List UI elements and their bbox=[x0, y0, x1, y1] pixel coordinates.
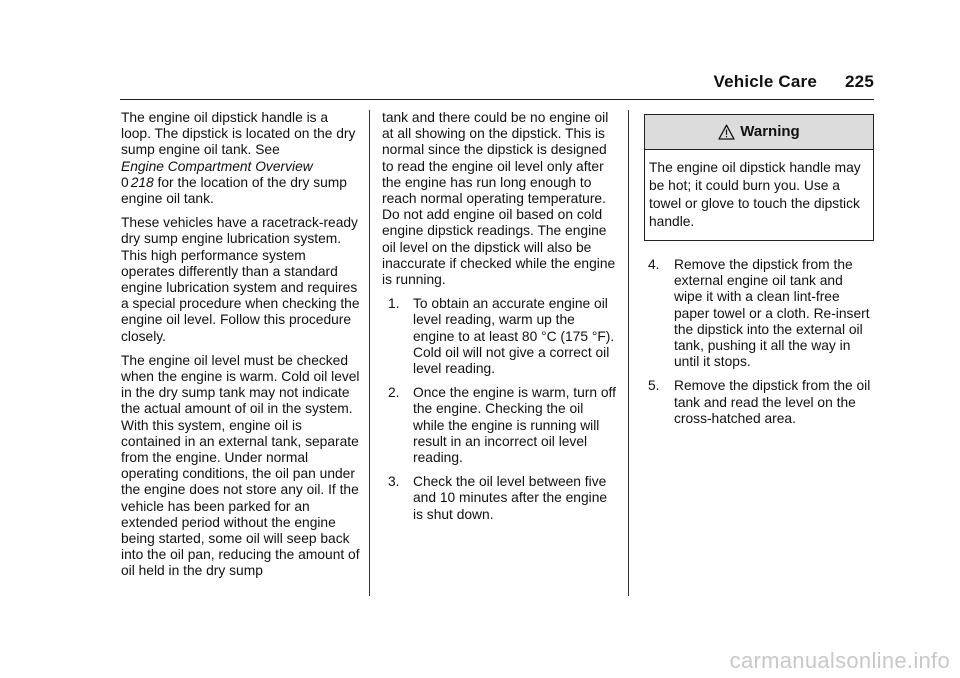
xref-arrow-icon: 0 bbox=[121, 174, 129, 190]
step-text: Once the engine is warm, turn off the engine. Checking the oil while the engine is running will result in an incorrect oil level reading. bbox=[413, 385, 616, 466]
column-2 bbox=[382, 110, 617, 531]
paragraph-dry-sump-system: These vehicles have a racetrack-ready dry sump engine lubrication system. This high performance system operates differently than a standard engine lubrication system and requires a special procedure when checking the engine oil level. Follow this procedure closely. bbox=[121, 215, 360, 344]
xref-page[interactable]: 218 bbox=[130, 174, 154, 190]
header-rule bbox=[120, 99, 874, 100]
step-text: Remove the dipstick from the external engine oil tank and wipe it with a clean lint-free paper towel or a cloth. Re-insert the dipstick into the external oil tank, pushing it all the way in until it stops. bbox=[674, 257, 870, 370]
page-header bbox=[714, 72, 875, 92]
list-item bbox=[644, 378, 874, 427]
page-number: 225 bbox=[845, 72, 874, 91]
step-number: 2. bbox=[388, 385, 400, 401]
steps-list bbox=[382, 296, 617, 523]
warning-text: The engine oil dipstick handle may be hot; it could burn you. Use a towel or glove to touch the dipstick handle. bbox=[649, 160, 861, 229]
list-item bbox=[382, 474, 617, 523]
column-divider-2 bbox=[628, 110, 629, 596]
section-title: Vehicle Care bbox=[713, 72, 818, 91]
step-number: 1. bbox=[388, 296, 400, 312]
paragraph-dipstick-location: The engine oil dipstick handle is a loop. The dipstick is located on the dry sump engine oil tank. See Engine Compartment Overview 0 218 for the location of the dry sump engine oil tank. bbox=[121, 110, 356, 207]
step-text: To obtain an accurate engine oil level reading, warm up the engine to at least 80 °C (175 °F). Cold oil will not give a correct oil level reading. bbox=[413, 296, 615, 377]
list-item bbox=[382, 296, 617, 377]
column-3 bbox=[644, 114, 874, 435]
list-item bbox=[644, 257, 874, 370]
warning-triangle-icon bbox=[718, 124, 735, 140]
column-divider-1 bbox=[369, 110, 370, 596]
list-item bbox=[382, 385, 617, 466]
watermark: carmanualsonline.info bbox=[729, 648, 950, 673]
xref-link[interactable]: Engine Compartment Overview bbox=[121, 158, 313, 174]
warning-title: Warning bbox=[740, 122, 800, 140]
warning-header bbox=[645, 115, 873, 150]
steps-list bbox=[644, 257, 874, 427]
step-number: 4. bbox=[648, 257, 660, 272]
paragraph-check-when-warm: The engine oil level must be checked when the engine is warm. Cold oil level in the dry sump tank may not indicate the actual amount of oil in the system. With this system, engine oil is contained in an external tank, separate from the engine. Under normal operating conditions, the oil pan under the engine does not store any oil. If the vehicle has been parked for an extended period without the engine being started, some oil will seep back into the oil pan, reducing the amount of oil held in the dry sump bbox=[121, 352, 360, 579]
column-1 bbox=[121, 110, 361, 588]
step-number: 3. bbox=[388, 474, 400, 490]
step-text: Check the oil level between five and 10 minutes after the engine is shut down. bbox=[413, 474, 608, 522]
paragraph-continued: tank and there could be no engine oil at all showing on the dipstick. This is normal since the dipstick is designed to read the engine oil level only after the engine has run long enough to reach normal operating temperature. Do not add engine oil based on cold engine dipstick readings. The engine oil level on the dipstick will also be inaccurate if checked while the engine is running. bbox=[382, 110, 616, 288]
step-text: Remove the dipstick from the oil tank and read the level on the cross-hatched area. bbox=[674, 378, 871, 426]
step-number: 5. bbox=[648, 378, 660, 394]
warning-box bbox=[644, 114, 874, 241]
